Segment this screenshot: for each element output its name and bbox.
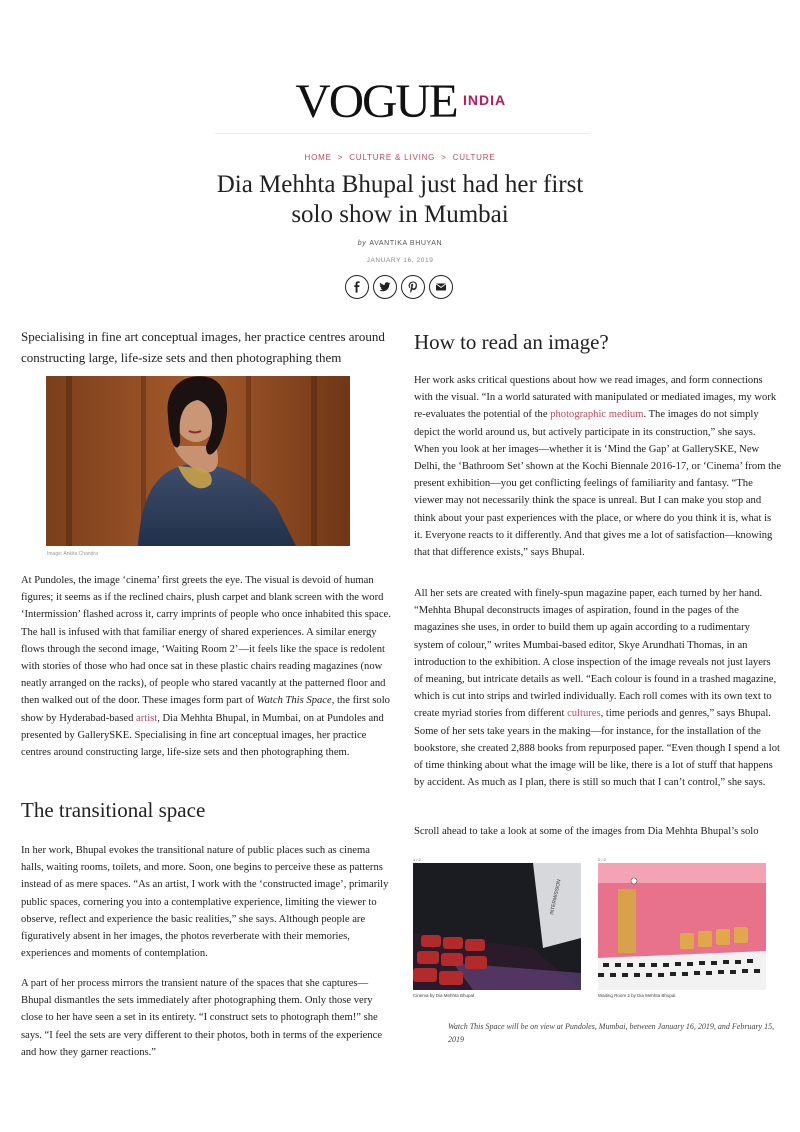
artist-link[interactable]: artist [136, 712, 158, 724]
scroll-prompt: Scroll ahead to take a look at some of the images from Dia Mehhta Bhupal’s solo [414, 826, 759, 837]
left-paragraph-2: In her work, Bhupal evokes the transitional nature of public places such as cinema halls, waiting rooms, toilets, and more. Soon, one begins to perceive these as patterns instead of as mere spaces. “As an artist, I work with the ‘constructed image’, primarily public spaces, cornering you into a contemplative experience, limiting the viewer to observe, reflect and experience the basic realities,” she says. Although people are figuratively absent in her images, the photos reverberate with their memories, experiences and moments of contemplation. [21, 845, 389, 960]
facebook-share-button[interactable] [345, 275, 369, 299]
facebook-icon [351, 281, 363, 293]
email-share-button[interactable] [429, 275, 453, 299]
section-heading-transitional: The transitional space [21, 798, 206, 822]
left-paragraph-3: A part of her process mirrors the transient nature of the spaces that she captures—Bhupal dismantles the sets immediately after photographing them. Only those very close to her have seen a set in its entirety. “I construct sets to photograph them!” she says. “I feel the sets are very different to their photos, both in terms of the experience and how they garner reactions.” [21, 978, 383, 1058]
breadcrumb-culture-living[interactable]: CULTURE & LIVING [349, 153, 436, 162]
photographic-medium-link[interactable]: photographic medium [550, 409, 644, 421]
left-paragraph-1 [21, 572, 396, 761]
twitter-share-button[interactable] [373, 275, 397, 299]
twitter-icon [379, 281, 391, 293]
right-paragraph-1 [414, 372, 782, 561]
paragraph-text: , time periods and genres,” says Bhupal. Some of her sets take years in the making—for instance, for the installation of the bookstore, she created 2,888 books from repurposed paper. “Even though I spend a lot of time thinking about what the image will be like, there is a lot of stuff that happens by accident. As much as I plan, there is still so much that I can’t control,” she says. [414, 708, 780, 789]
left-column [21, 326, 396, 368]
publish-date: JANUARY 16, 2019 [366, 257, 434, 264]
portrait-image [46, 376, 350, 546]
author-link[interactable]: AVANTIKA BHUYAN [369, 240, 443, 247]
gallery-counter-1: 1 / 2 [413, 857, 421, 862]
article-lead: Specialising in fine art conceptual images, her practice centres around constructing large, life-size sets and then photographing them [21, 329, 385, 365]
breadcrumb-separator: > [441, 153, 447, 162]
breadcrumb-culture[interactable]: CULTURE [452, 153, 496, 162]
pinterest-icon [407, 281, 419, 293]
paragraph-text: , the first solo show by Hyderabad-based [21, 695, 390, 724]
masthead [215, 68, 590, 134]
gallery-caption-2: Waiting Room 2 by Dia Mehhta Bhupal [598, 993, 676, 998]
email-icon [435, 281, 447, 293]
waiting-room-image [598, 863, 766, 990]
section-heading-read-image: How to read an image? [414, 330, 609, 354]
breadcrumb-separator: > [337, 153, 344, 162]
paragraph-text: All her sets are created with finely-spun magazine paper, each turned by her hand. “Mehhta Bhupal deconstructs images of aspiration, found in the pages of the magazines she uses, in order to build them up again according to a rudimentary system of colour,” writes Mumbai-based editor, Skye Arundhati Thomas, in an introduction to the exhibition. A close inspection of the image reveals not just layers of meaning, but intricate details as well. “Each colour is found in a trashed magazine, which is cut into strips and twirled individually. Each roll comes with its own text to create myriad stories from different [414, 588, 777, 720]
pinterest-share-button[interactable] [401, 275, 425, 299]
cinema-image [413, 863, 581, 990]
gallery-counter-2: 2 / 2 [598, 857, 606, 862]
article-title: Dia Mehhta Bhupal just had her first solo show in Mumbai [216, 171, 584, 228]
edition-label: INDIA [463, 92, 507, 108]
gallery-image-waiting-room[interactable] [598, 863, 766, 990]
paragraph-text: , Dia Mehhta Bhupal, in Mumbai, on at Pundoles and presented by GallerySKE. Specialising in fine art conceptual images, her practice centres around constructing large, life-size sets and then photographing them. [21, 712, 384, 759]
gallery-image-cinema[interactable] [413, 863, 581, 990]
byline [0, 240, 800, 247]
portrait-photo [46, 376, 350, 546]
paragraph-text: . The images do not simply depict the world around us, but actively participate in its construction,” she says. When you look at her images—whether it is ‘Mind the Gap’ at GallerySKE, New Delhi, the ‘Bathroom Set’ shown at the Kochi Biennale 2016-17, or ‘Cinema’ from the present exhibition—you get conflicting feelings of familiarity and fantasy. “The viewer may not necessarily think the space is unreal. But I can make you stop and think about your past experiences with the place, or where do you think it is, what is it. Everyone reacts to it differently. And that gives me a lot of satisfaction—knowing that that difference exists,” says Bhupal. [414, 409, 782, 559]
vogue-logo[interactable]: VOGUE [295, 75, 457, 128]
paragraph-text: At Pundoles, the image ‘cinema’ first greets the eye. The visual is devoid of human figures; it seems as if the reclined chairs, plush carpet and blank screen with the word ‘Intermission’ flashed across it, carry imprints of people who once inhabited this space. The hall is infused with that familiar energy of shared experiences. A similar energy flows through the second image, ‘Waiting Room 2’—it feels like the space is redolent with stories of those who had once sat in these plastic chairs reading magazines (now neatly arranged on the racks), of people who stared vacantly at the patterned floor and then walked out of the door. These images form part of [21, 575, 391, 707]
breadcrumb-home[interactable]: HOME [304, 153, 332, 162]
exhibition-footnote: Watch This Space will be on view at Pundoles, Mumbai, between January 16, 2019, and February 15, 2019 [448, 1022, 775, 1044]
gallery-caption-1: Cinema by Dia Mehhta Bhupal [413, 993, 475, 998]
right-paragraph-2 [414, 585, 782, 791]
exhibition-title: Watch This Space [256, 695, 332, 707]
breadcrumb [0, 153, 800, 162]
byline-prefix: by [357, 240, 367, 247]
photo-caption: Image: Ankita Chandra [47, 551, 98, 557]
cultures-link[interactable]: cultures [567, 708, 601, 720]
screen-text: INTERMISSION [549, 878, 563, 916]
share-bar [345, 275, 453, 299]
paragraph-text: Her work asks critical questions about how we read images, and form connections with the visual. “In a world saturated with manipulated or mediated images, my work re-evaluates the potential of the [414, 375, 777, 421]
